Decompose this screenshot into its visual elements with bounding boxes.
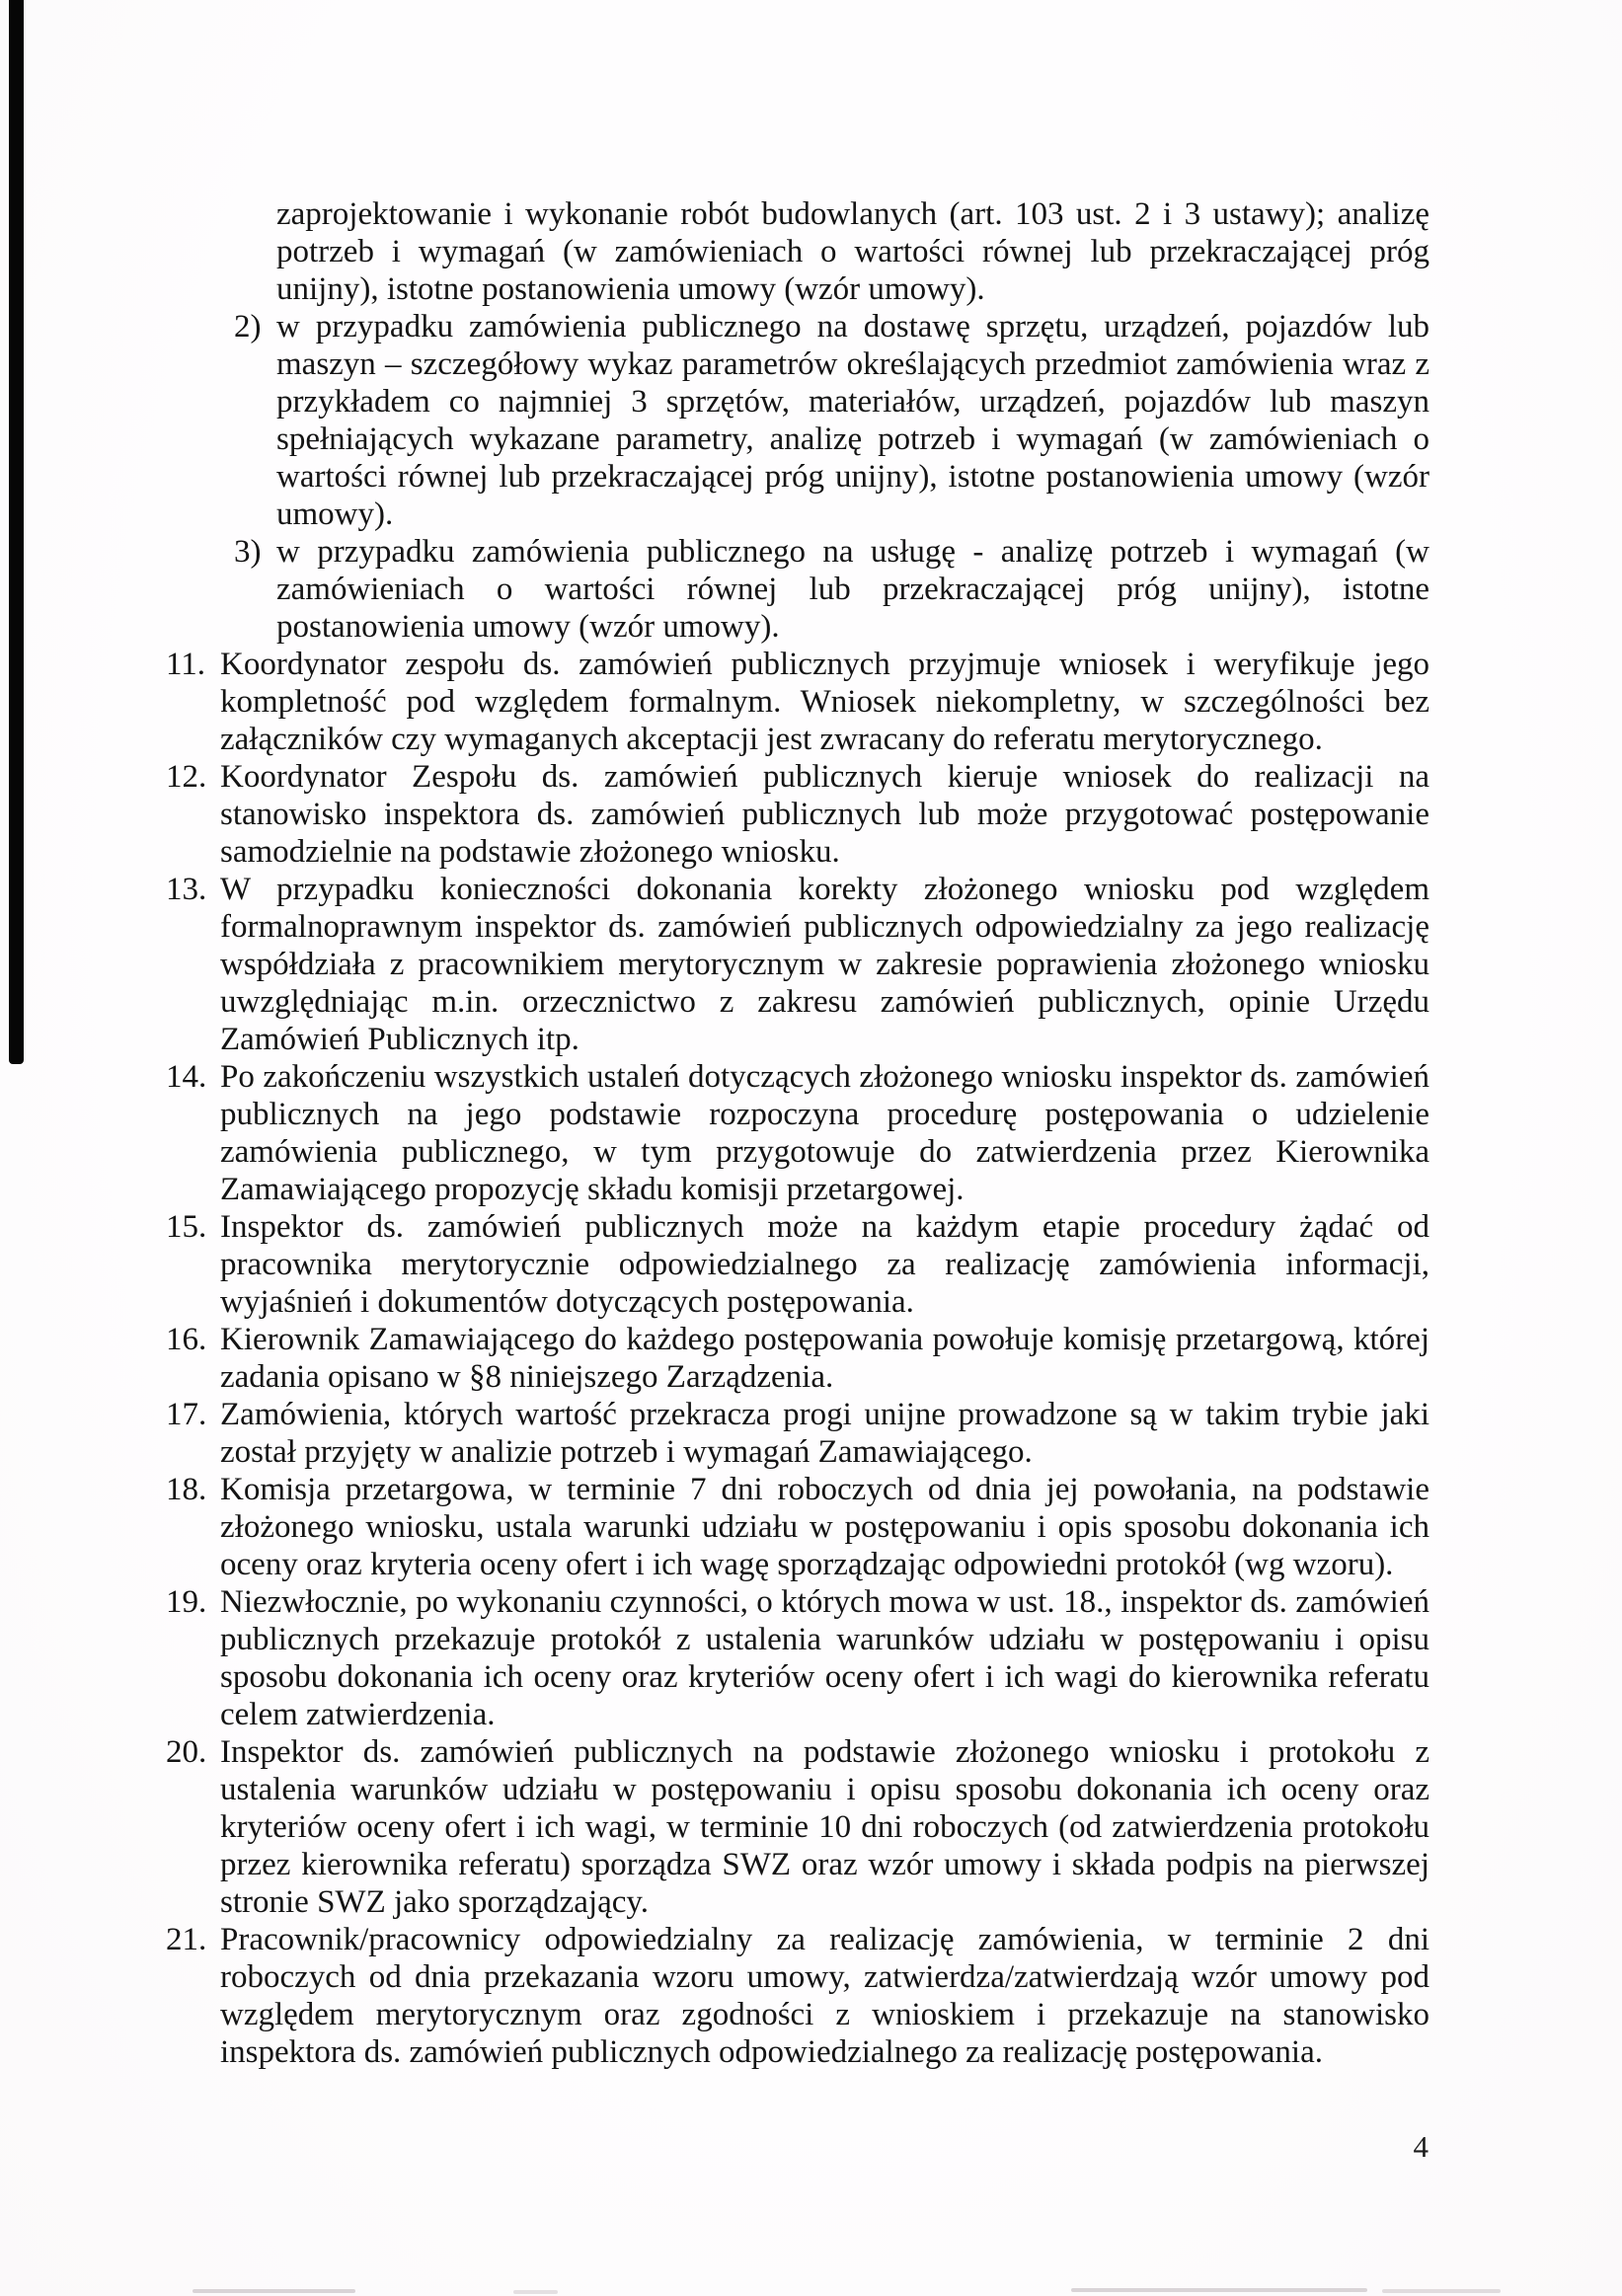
list-item-20	[166, 1733, 1429, 1921]
list-item-12	[166, 758, 1429, 871]
list-marker: 3)	[234, 534, 262, 570]
paragraph-text: Zamówienia, których wartość przekracza progi unijne prowadzone są w takim trybie jaki został przyjęty w analizie potrzeb i wymagań Zamawiającego.	[220, 1397, 1429, 1470]
paragraph-text: Koordynator Zespołu ds. zamówień publicznych kieruje wniosek do realizacji na stanowisko inspektora ds. zamówień publicznych lub może przygotować postępowanie samodzielnie na podstawie złożonego wniosku.	[220, 759, 1429, 870]
list-item-1-continuation	[166, 195, 1429, 308]
page-number: 4	[1413, 2129, 1429, 2164]
list-item-14	[166, 1058, 1429, 1208]
paragraph-text: Inspektor ds. zamówień publicznych może na każdym etapie procedury żądać od pracownika merytorycznie odpowiedzialnego za realizację zamówienia informacji, wyjaśnień i dokumentów dotyczących postępowania.	[220, 1209, 1429, 1320]
list-item-19	[166, 1583, 1429, 1733]
paragraph-text: Koordynator zespołu ds. zamówień publicznych przyjmuje wniosek i weryfikuje jego kompletność pod względem formalnym. Wniosek niekompletny, w szczególności bez załączników czy wymaganych akceptacji jest zwracany do referatu merytorycznego.	[220, 647, 1429, 757]
list-number: 15.	[166, 1209, 207, 1245]
paragraph-text: Po zakończeniu wszystkich ustaleń dotyczących złożonego wniosku inspektor ds. zamówień publicznych na jego podstawie rozpoczyna procedurę postępowania o udzielenie zamówienia publicznego, w tym przygotowuje do zatwierdzenia przez Kierownika Zamawiającego propozycję składu komisji przetargowej.	[220, 1059, 1429, 1207]
paragraph-text: zaprojektowanie i wykonanie robót budowlanych (art. 103 ust. 2 i 3 ustawy); analizę potrzeb i wymagań (w zamówieniach o wartości równej lub przekraczającej próg unijny), istotne postanowienia umowy (wzór umowy).	[276, 196, 1429, 307]
list-item-15	[166, 1208, 1429, 1321]
list-item-17	[166, 1396, 1429, 1471]
paragraph-text: Komisja przetargowa, w terminie 7 dni roboczych od dnia jej powołania, na podstawie złożonego wniosku, ustala warunki udziału w postępowaniu i opis sposobu dokonania ich oceny oraz kryteria oceny ofert i ich wagę sporządzając odpowiedni protokół (wg wzoru).	[220, 1472, 1429, 1582]
scan-edge-artifact-left	[9, 0, 24, 1064]
paragraph-text: W przypadku konieczności dokonania korekty złożonego wniosku pod względem formalnoprawnym inspektor ds. zamówień publicznych odpowiedzialny za jego realizację współdziała z pracownikiem merytorycznym w zakresie poprawienia złożonego wniosku uwzględniając m.in. orzecznictwo z zakresu zamówień publicznych, opinie Urzędu Zamówień Publicznych itp.	[220, 872, 1429, 1057]
list-item-3	[166, 533, 1429, 646]
list-item-21	[166, 1921, 1429, 2071]
scan-edge-artifact-bottom	[0, 2285, 1622, 2296]
list-marker: 2)	[234, 309, 262, 344]
list-item-11	[166, 646, 1429, 758]
list-number: 13.	[166, 872, 207, 907]
list-number: 17.	[166, 1397, 207, 1432]
list-item-13	[166, 871, 1429, 1058]
paragraph-text: w przypadku zamówienia publicznego na dostawę sprzętu, urządzeń, pojazdów lub maszyn – szczegółowy wykaz parametrów określających przedmiot zamówienia wraz z przykładem co najmniej 3 sprzętów, materiałów, urządzeń, pojazdów lub maszyn spełniających wykazane parametry, analizę potrzeb i wymagań (w zamówieniach o wartości równej lub przekraczającej próg unijny), istotne postanowienia umowy (wzór umowy).	[276, 309, 1429, 532]
list-number: 20.	[166, 1734, 207, 1770]
document-text-block	[166, 195, 1429, 2071]
paragraph-text: w przypadku zamówienia publicznego na usługę - analizę potrzeb i wymagań (w zamówieniach o wartości równej lub przekraczającej próg unijny), istotne postanowienia umowy (wzór umowy).	[276, 534, 1429, 645]
list-number: 19.	[166, 1584, 207, 1620]
list-number: 14.	[166, 1059, 207, 1095]
list-number: 21.	[166, 1922, 207, 1957]
paragraph-text: Niezwłocznie, po wykonaniu czynności, o których mowa w ust. 18., inspektor ds. zamówień publicznych przekazuje protokół z ustalenia warunków udziału w postępowaniu i opisu sposobu dokonania ich oceny oraz kryteriów oceny ofert i ich wagi do kierownika referatu celem zatwierdzenia.	[220, 1584, 1429, 1732]
list-number: 12.	[166, 759, 207, 795]
list-number: 18.	[166, 1472, 207, 1507]
paragraph-text: Kierownik Zamawiającego do każdego postępowania powołuje komisję przetargową, której zadania opisano w §8 niniejszego Zarządzenia.	[220, 1322, 1429, 1395]
paragraph-text: Inspektor ds. zamówień publicznych na podstawie złożonego wniosku i protokołu z ustalenia warunków udziału w postępowaniu i opisu sposobu dokonania ich oceny oraz kryteriów oceny ofert i ich wagi, w terminie 10 dni roboczych (od zatwierdzenia protokołu przez kierownika referatu) sporządza SWZ oraz wzór umowy i składa podpis na pierwszej stronie SWZ jako sporządzający.	[220, 1734, 1429, 1920]
paragraph-text: Pracownik/pracownicy odpowiedzialny za realizację zamówienia, w terminie 2 dni roboczych od dnia przekazania wzoru umowy, zatwierdza/zatwierdzają wzór umowy pod względem merytorycznym oraz zgodności z wnioskiem i przekazuje na stanowisko inspektora ds. zamówień publicznych odpowiedzialnego za realizację postępowania.	[220, 1922, 1429, 2070]
list-number: 16.	[166, 1322, 207, 1357]
list-number: 11.	[166, 647, 206, 682]
list-item-18	[166, 1471, 1429, 1583]
list-item-16	[166, 1321, 1429, 1396]
list-item-2	[166, 308, 1429, 533]
